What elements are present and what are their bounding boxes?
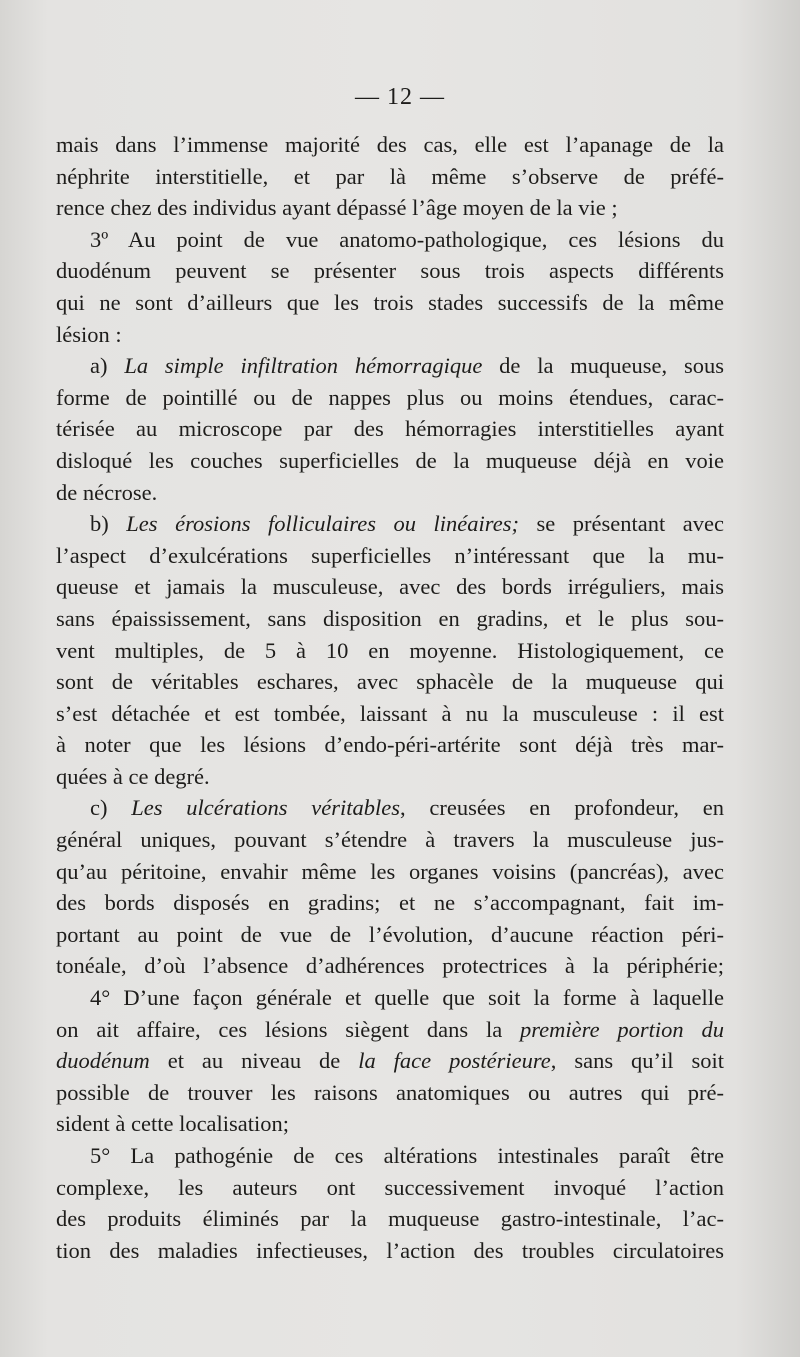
text-segment: a)	[90, 353, 125, 379]
text-line	[56, 255, 724, 287]
text-line	[56, 129, 724, 161]
text-segment: c)	[90, 795, 132, 821]
text-line	[56, 287, 724, 319]
text-line	[56, 950, 724, 982]
text-line	[56, 635, 724, 667]
text-segment: tion des maladies infectieuses, l’action des troubles circulatoires	[56, 1237, 724, 1263]
text-segment: rence chez des individus ayant dépassé l’âge moyen de la vie ;	[56, 195, 618, 221]
italic-text: la face postérieure	[358, 1048, 551, 1074]
text-line	[56, 919, 724, 951]
text-segment: se présentant avec	[518, 511, 724, 537]
text-line	[56, 1140, 724, 1172]
text-line	[56, 1014, 724, 1046]
text-segment: complexe, les auteurs ont successivement invoqué l’action	[56, 1174, 724, 1200]
text-line	[56, 508, 724, 540]
text-segment: 5° La pathogénie de ces altérations intestinales paraît être	[90, 1143, 724, 1168]
text-line	[56, 1077, 724, 1109]
text-segment: disloqué les couches superficielles de la muqueuse déjà en voie	[56, 447, 724, 473]
page-number: — 12 —	[355, 84, 445, 110]
text-line	[56, 540, 724, 572]
italic-text: Les ulcérations véritables	[131, 795, 400, 821]
text-segment: général uniques, pouvant s’étendre à travers la musculeuse jus-	[56, 827, 724, 853]
text-segment: possible de trouver les raisons anatomiques ou autres qui pré-	[56, 1079, 724, 1105]
text-segment: 3º Au point de vue anatomo-pathologique, ces lésions du	[90, 226, 724, 252]
text-segment: des produits éliminés par la muqueuse gastro-intestinale, l’ac-	[56, 1206, 724, 1232]
text-segment: l’aspect d’exulcérations superficielles n’intéressant que la mu-	[56, 542, 724, 568]
italic-text: duodénum	[56, 1048, 150, 1074]
text-line	[56, 1172, 724, 1204]
text-segment: et au niveau de	[149, 1048, 359, 1074]
italic-text: La simple infiltration hémorragique	[124, 353, 483, 379]
text-line	[56, 1108, 724, 1140]
text-line	[56, 1203, 724, 1235]
text-segment: on ait affaire, ces lésions siègent dans la	[56, 1016, 521, 1042]
text-segment: forme de pointillé ou de nappes plus ou moins étendues, carac-	[56, 384, 724, 410]
text-line	[56, 666, 724, 698]
text-segment: sont de véritables eschares, avec sphacèle de la muqueuse qui	[56, 669, 724, 695]
text-line	[56, 477, 724, 509]
text-segment: à noter que les lésions d’endo-péri-artérite sont déjà très mar-	[56, 732, 724, 758]
text-segment: térisée au microscope par des hémorragies interstitielles ayant	[56, 416, 724, 442]
text-segment: portant au point de vue de l’évolution, d’aucune réaction péri-	[56, 921, 724, 947]
text-line	[56, 698, 724, 730]
text-line	[56, 856, 724, 888]
text-segment: qu’au péritoine, envahir même les organes voisins (pancréas), avec	[56, 858, 724, 884]
text-segment: qui ne sont d’ailleurs que les trois stades successifs de la même	[56, 289, 724, 315]
text-segment: tonéale, d’où l’absence d’adhérences protectrices à la périphérie;	[56, 953, 724, 979]
text-line	[56, 445, 724, 477]
text-segment: néphrite interstitielle, et par là même s’observe de préfé-	[56, 163, 724, 189]
text-segment: duodénum peuvent se présenter sous trois aspects différents	[56, 258, 724, 284]
text-line	[56, 350, 724, 382]
text-line	[56, 382, 724, 414]
text-segment: quées à ce degré.	[56, 763, 210, 789]
text-line	[56, 319, 724, 351]
text-segment: de nécrose.	[56, 479, 158, 505]
text-segment: queuse et jamais la musculeuse, avec des bords irréguliers, mais	[56, 574, 724, 600]
text-line	[56, 887, 724, 919]
text-line	[56, 161, 724, 193]
text-segment: 4° D’une façon générale et quelle que soit la forme à laquelle	[90, 985, 724, 1011]
text-line	[56, 792, 724, 824]
text-segment: s’est détachée et est tombée, laissant à nu la musculeuse : il est	[56, 700, 724, 726]
text-segment: mais dans l’immense majorité des cas, elle est l’apanage de la	[56, 132, 724, 157]
text-segment: lésion :	[56, 321, 122, 347]
italic-text: première portion du	[520, 1016, 724, 1042]
text-line	[56, 1235, 724, 1267]
text-segment: , creusées en profondeur, en	[399, 795, 724, 821]
text-line	[56, 982, 724, 1014]
text-segment: sident à cette localisation;	[56, 1111, 290, 1137]
text-line	[56, 729, 724, 761]
text-line	[56, 824, 724, 856]
italic-text: Les érosions folliculaires ou linéaires;	[126, 511, 519, 537]
text-segment: de la muqueuse, sous	[482, 353, 724, 379]
text-segment: b)	[90, 511, 127, 537]
text-segment: vent multiples, de 5 à 10 en moyenne. Histologiquement, ce	[56, 637, 724, 663]
text-line	[56, 603, 724, 635]
text-segment: des bords disposés en gradins; et ne s’accompagnant, fait im-	[56, 890, 724, 916]
text-line	[56, 761, 724, 793]
text-line	[56, 192, 724, 224]
text-line	[56, 413, 724, 445]
text-line	[56, 224, 724, 256]
body-text	[56, 129, 724, 1266]
text-segment: , sans qu’il soit	[550, 1048, 724, 1074]
text-line	[56, 571, 724, 603]
text-segment: sans épaississement, sans disposition en gradins, et le plus sou-	[56, 605, 724, 631]
text-line	[56, 1045, 724, 1077]
